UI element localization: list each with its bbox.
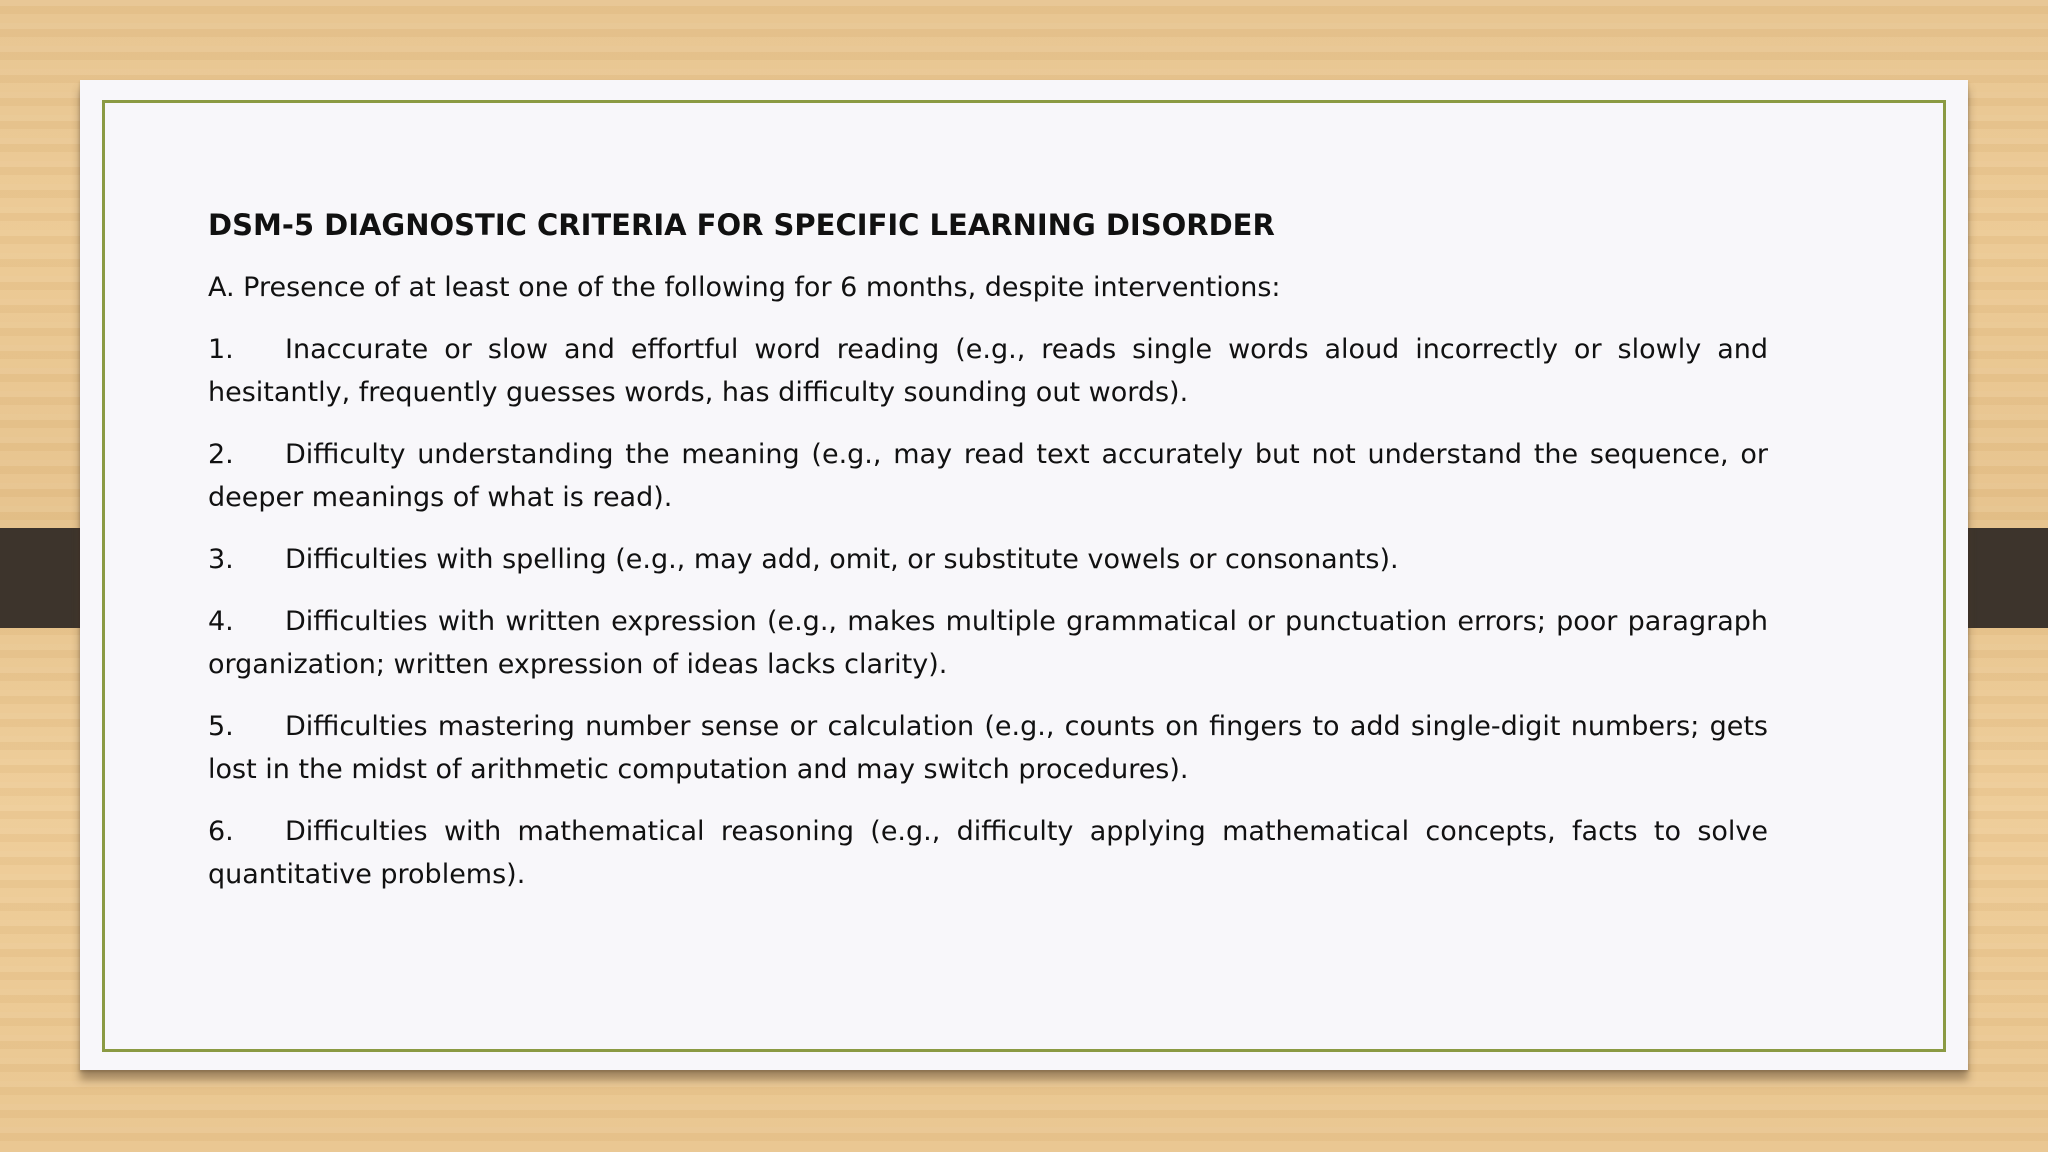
criteria-item-2 [208,433,1768,519]
item-text: Difficulties with mathematical reasoning (e.g., difficulty applying mathematical concepts, facts to solve quantitative problems). [208,816,1768,890]
slide-content [208,204,1768,915]
item-text: Difficulties mastering number sense or calculation (e.g., counts on fingers to add single-digit numbers; gets lost in the midst of arithmetic computation and may switch procedures). [208,711,1768,785]
item-number: 4. [208,606,234,637]
criteria-item-4 [208,600,1768,686]
slide-card [80,80,1968,1070]
item-text: Inaccurate or slow and effortful word reading (e.g., reads single words aloud incorrectly or slowly and hesitantly, frequently guesses words, has difficulty sounding out words). [208,334,1768,408]
item-number: 3. [208,544,234,575]
item-text: Difficulties with spelling (e.g., may add, omit, or substitute vowels or consonants). [285,544,1399,575]
criteria-intro: A. Presence of at least one of the following for 6 months, despite interventions: [208,272,1281,303]
criteria-item-6 [208,810,1768,896]
item-number: 5. [208,711,234,742]
item-number: 6. [208,816,234,847]
slide-title: DSM-5 DIAGNOSTIC CRITERIA FOR SPECIFIC LEARNING DISORDER [208,208,1275,242]
criteria-item-1 [208,328,1768,414]
item-text: Difficulties with written expression (e.g., makes multiple grammatical or punctuation errors; poor paragraph organization; written expression of ideas lacks clarity). [208,606,1768,680]
item-number: 1. [208,334,234,365]
item-number: 2. [208,439,234,470]
criteria-item-3 [208,538,1768,581]
criteria-item-5 [208,705,1768,791]
item-text: Difficulty understanding the meaning (e.g., may read text accurately but not understand the sequence, or deeper meanings of what is read). [208,439,1768,513]
